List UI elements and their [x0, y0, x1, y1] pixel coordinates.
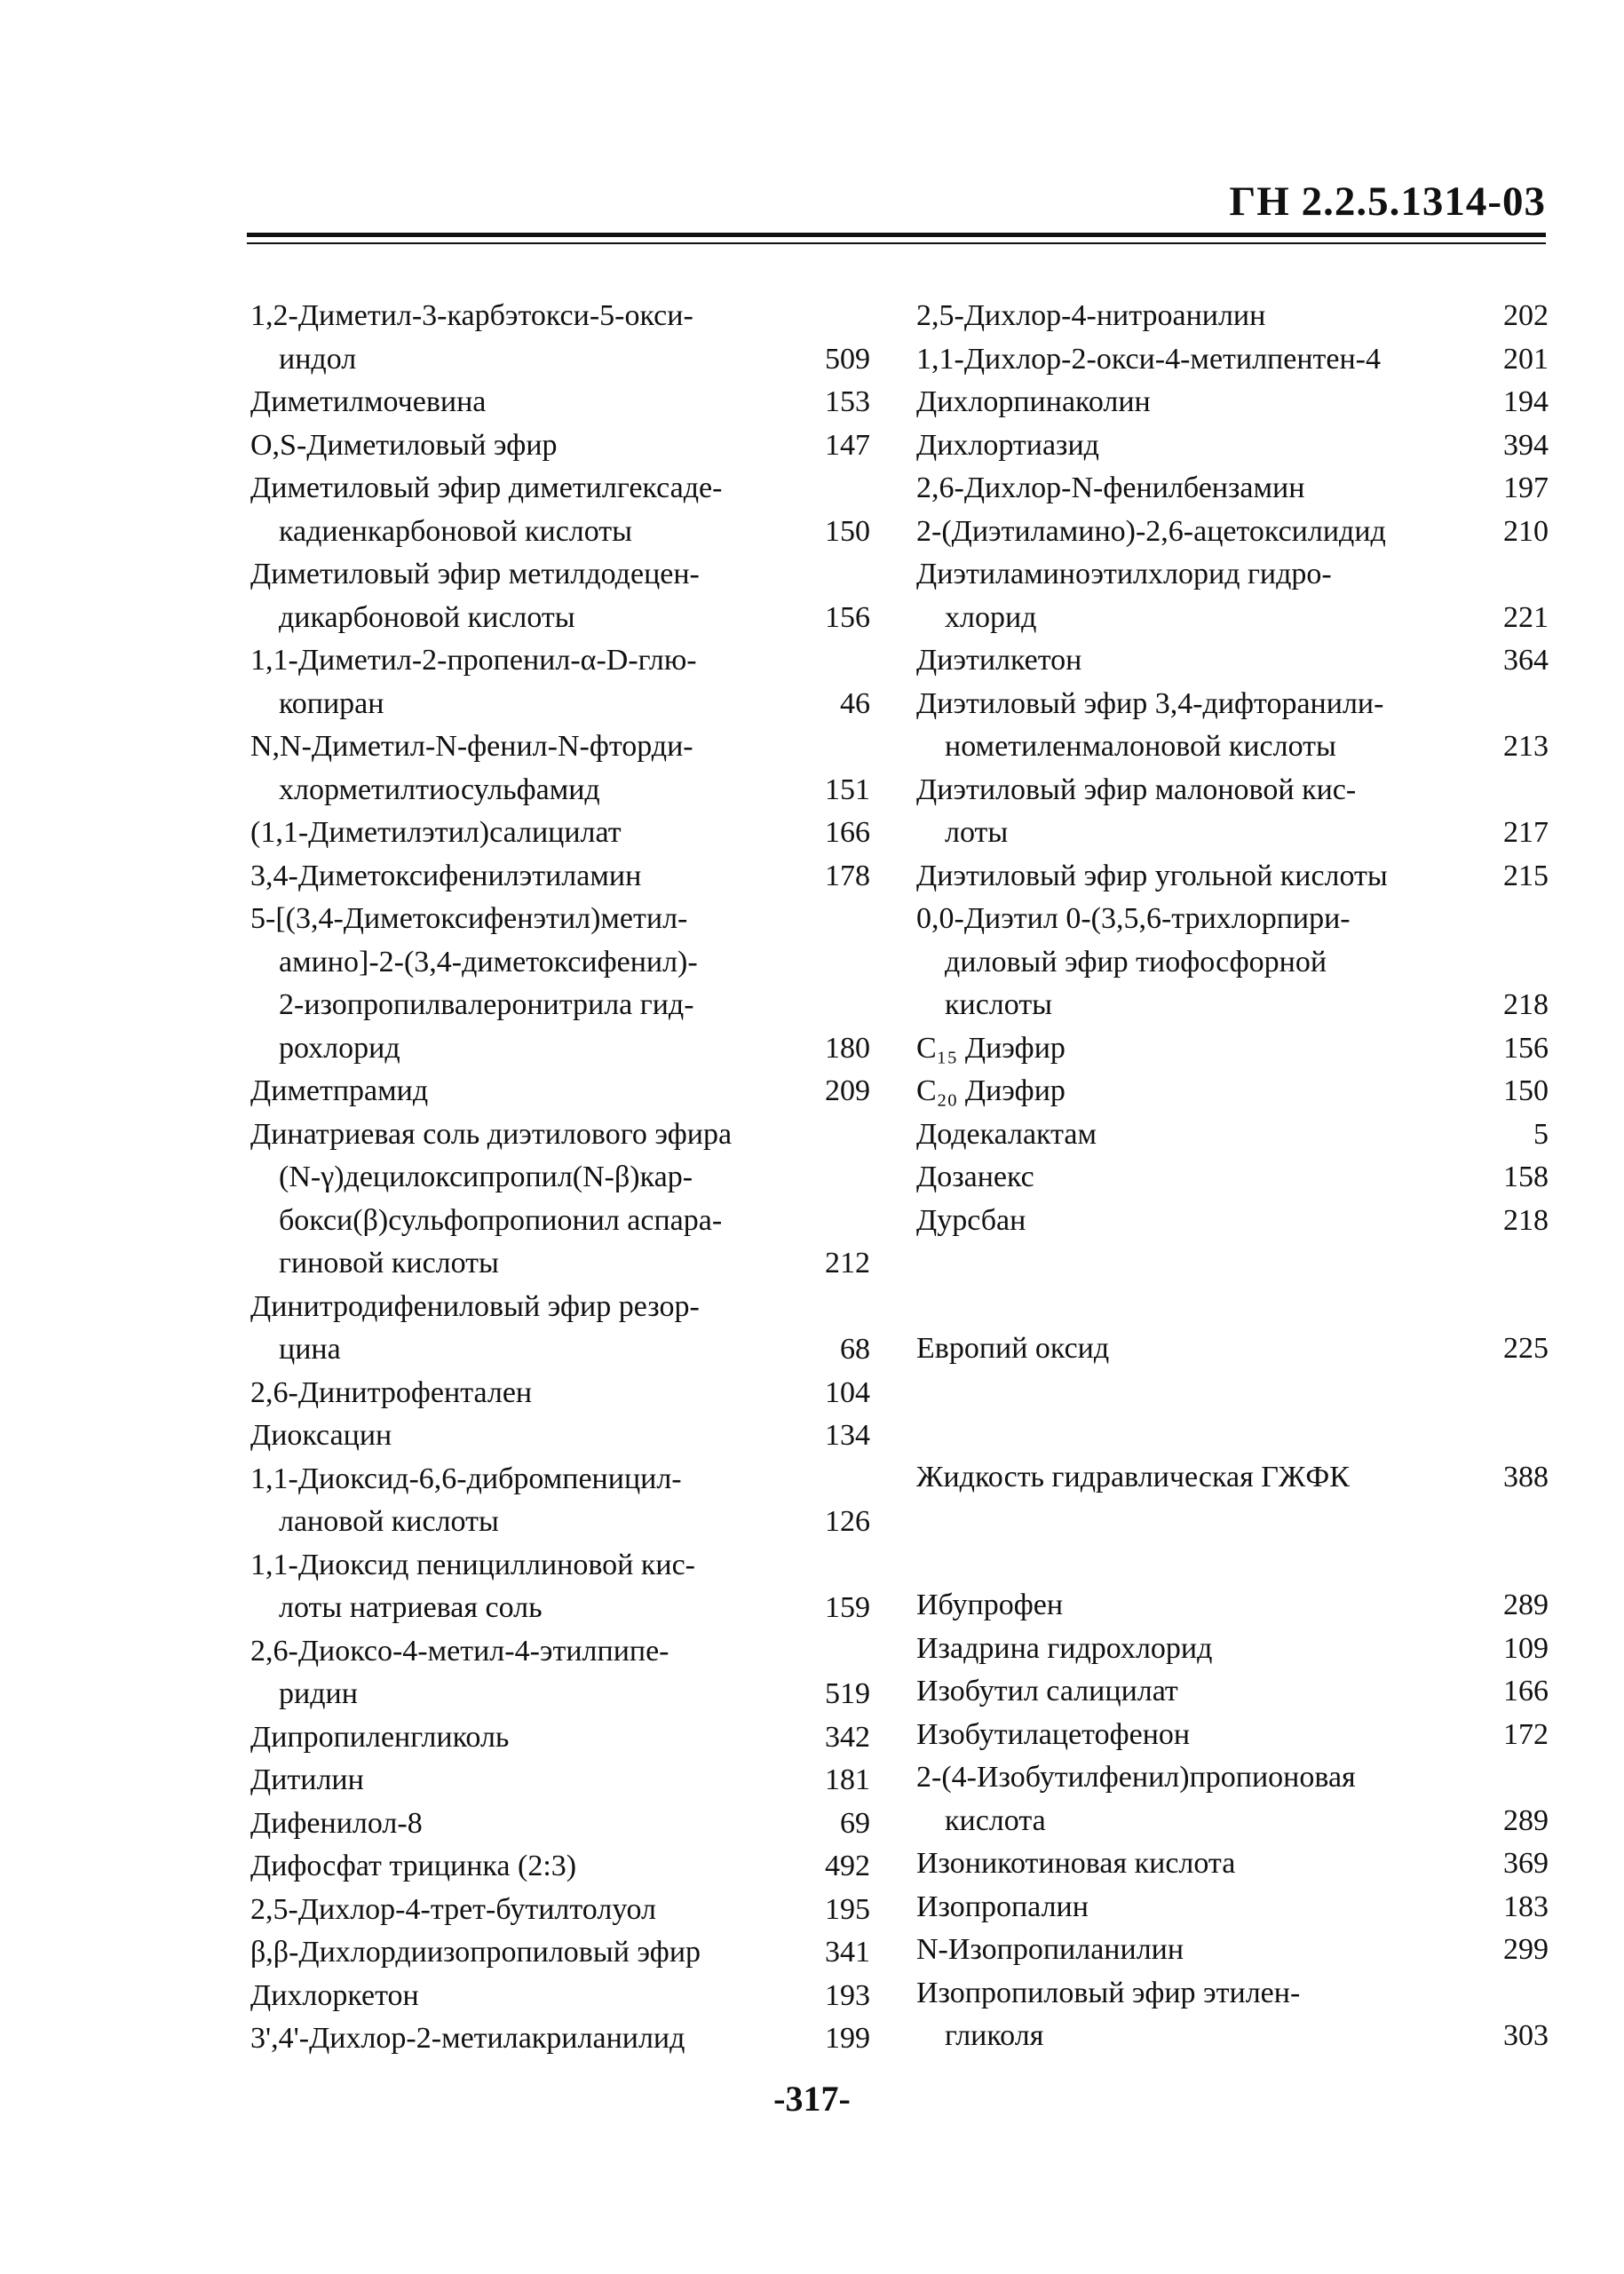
index-entry-name: Дифенилол-8: [250, 1806, 423, 1840]
index-entry-name: Диметиловый эфир диметилгексаде- кадиенкарбоновой кислоты: [250, 471, 723, 548]
index-entry-page: 213: [1503, 730, 1549, 763]
index-entry-name: Диэтилкетон: [916, 644, 1082, 677]
index-entry-page: 217: [1503, 816, 1549, 849]
index-entry-page: 181: [825, 1763, 870, 1796]
index-entry-name: Диэтиловый эфир угольной кислоты: [916, 859, 1388, 892]
index-entry-page: 134: [825, 1419, 870, 1452]
index-entry-page: 150: [825, 514, 870, 548]
index-entry-page: 147: [825, 428, 870, 462]
index-entry-page: 218: [1503, 988, 1549, 1021]
index-entry-page: 342: [825, 1720, 870, 1754]
index-entry-page: 289: [1503, 1589, 1549, 1621]
index-entry-page: 289: [1503, 1803, 1549, 1837]
index-entry: [916, 1756, 1549, 1842]
index-entry: [916, 381, 1549, 424]
index-entry: [250, 1544, 870, 1630]
index-entry-name: 3',4'-Дихлор-2-метилакриланилид: [250, 2022, 685, 2055]
index-entry: [916, 467, 1549, 511]
index-entry: [250, 1845, 870, 1889]
index-entry-name: 1,1-Диоксид пенициллиновой кис- лоты натриевая соль: [250, 1548, 696, 1624]
index-entry: [916, 1628, 1549, 1671]
index-entry-page: 156: [1503, 1031, 1549, 1065]
header-rule-thick: [247, 233, 1546, 237]
index-entry: [916, 683, 1549, 769]
index-entry-page: 509: [825, 342, 870, 376]
index-entry-name: N,N-Диметил-N-фенил-N-фторди- хлорметилтиосульфамид: [250, 730, 693, 806]
index-entry: [250, 1931, 870, 1975]
index-entry-page: 209: [825, 1074, 870, 1107]
index-entry: [916, 1070, 1549, 1113]
index-entry: [250, 898, 870, 1070]
index-entry: [916, 1886, 1549, 1929]
index-entry-name: Изобутилацетофенон: [916, 1717, 1191, 1751]
index-entry-name: Изадрина гидрохлорид: [916, 1631, 1213, 1665]
index-entry-page: 492: [825, 1850, 870, 1882]
index-entry-name: 2,6-Диоксо-4-метил-4-этилпипе- ридин: [250, 1634, 669, 1710]
index-entry-name: Дихлорпинаколин: [916, 385, 1151, 418]
index-entry-name: Изопропиловый эфир этилен- гликоля: [916, 1976, 1301, 2052]
index-entry-name: Диэтиловый эфир малоновой кис- лоты: [916, 773, 1357, 849]
index-entry-name: Жидкость гидравлическая ГЖФК: [916, 1460, 1350, 1494]
page-number: -317-: [773, 2079, 851, 2119]
index-entry: [916, 295, 1549, 338]
index-entry-page: 202: [1503, 299, 1549, 332]
document-code-header: ГН 2.2.5.1314-03: [1229, 178, 1546, 225]
index-entry: [916, 1670, 1549, 1714]
index-entry-page: 166: [1503, 1675, 1549, 1707]
index-entry-name: Диметпрамид: [250, 1074, 429, 1107]
index-entry: [250, 1630, 870, 1716]
index-entry-page: 178: [825, 859, 870, 892]
index-entry: [250, 1458, 870, 1544]
index-entry-name: 1,1-Диметил-2-пропенил-α-D-глю- копиран: [250, 644, 697, 720]
index-entry-page: 221: [1503, 600, 1549, 634]
index-entry: [250, 639, 870, 725]
index-entry-page: 150: [1503, 1074, 1549, 1107]
index-entry-page: 166: [825, 816, 870, 849]
index-entry: [916, 855, 1549, 899]
index-entry: [916, 769, 1549, 855]
index-entry-name: O,S-Диметиловый эфир: [250, 428, 558, 462]
index-entry-page: 46: [840, 686, 870, 720]
index-entry: [916, 639, 1549, 683]
index-entry-name: Диэтиловый эфир 3,4-дифторанили- нометиленмалоновой кислоты: [916, 686, 1384, 763]
index-entry-name: Ибупрофен: [916, 1589, 1064, 1621]
index-entry: [250, 467, 870, 553]
index-entry-name: 3,4-Диметоксифенилэтиламин: [250, 859, 642, 892]
index-entry-name: Изопропалин: [916, 1890, 1089, 1923]
index-entry-page: 104: [825, 1375, 870, 1409]
index-entry: [916, 511, 1549, 554]
index-entry-page: 212: [825, 1247, 870, 1280]
index-entry: [250, 381, 870, 424]
index-entry-name: Дихлортиазид: [916, 428, 1099, 462]
index-entry: [250, 2017, 870, 2061]
index-entry-page: 394: [1503, 428, 1549, 462]
index-entry-page: 172: [1503, 1717, 1549, 1751]
index-entry-page: 299: [1503, 1933, 1549, 1966]
section-gap: [916, 1371, 1549, 1456]
index-entry-page: 303: [1503, 2019, 1549, 2052]
index-entry: [916, 1714, 1549, 1757]
index-entry-page: 519: [825, 1677, 870, 1710]
index-entry-name: N-Изопропиланилин: [916, 1933, 1184, 1966]
index-entry-name: Изоникотиновая кислота: [916, 1847, 1236, 1880]
index-entry: [916, 1456, 1549, 1500]
index-entry: [250, 1975, 870, 2018]
index-entry: [916, 1972, 1549, 2058]
index-entry-page: 364: [1503, 644, 1549, 677]
index-entry-page: 199: [825, 2022, 870, 2055]
index-entry-page: 218: [1503, 1203, 1549, 1237]
index-entry-page: 158: [1503, 1161, 1549, 1193]
index-entry-page: 183: [1503, 1890, 1549, 1923]
index-entry-name: 0,0-Диэтил 0-(3,5,6-трихлорпири- диловый эфир тиофосфорной кислоты: [916, 902, 1351, 1021]
index-entry: [916, 1200, 1549, 1243]
index-entry-page: 195: [825, 1892, 870, 1926]
index-entry-page: 210: [1503, 514, 1549, 548]
index-entry: [250, 1414, 870, 1458]
header-rule-thin: [247, 242, 1546, 244]
index-entry: [250, 1372, 870, 1415]
index-entry-page: 5: [1533, 1117, 1549, 1151]
index-entry: [250, 1889, 870, 1932]
index-entry-page: 68: [840, 1333, 870, 1366]
index-entry-name: Диоксацин: [250, 1419, 392, 1452]
index-entry-name: C₁₅ Диэфир: [916, 1031, 1066, 1065]
index-entry-name: 2-(Диэтиламино)-2,6-ацетоксилидид: [916, 514, 1386, 548]
index-entry-name: Дурсбан: [916, 1203, 1026, 1237]
index-entry-name: (1,1-Диметилэтил)салицилат: [250, 816, 622, 849]
index-entry-name: Динатриевая соль диэтилового эфира (N-γ)децилоксипропил(N-β)кар- бокси(β)сульфопропионил аспара- гиновой кислоты: [250, 1117, 733, 1280]
index-entry-page: 109: [1503, 1631, 1549, 1665]
index-entry: [250, 1759, 870, 1803]
index-entry: [250, 1113, 870, 1286]
index-entry: [250, 812, 870, 855]
index-entry: [250, 1286, 870, 1372]
index-entry: [916, 338, 1549, 382]
index-entry: [916, 1842, 1549, 1886]
index-entry-name: Дифосфат трицинка (2:3): [250, 1850, 577, 1882]
index-entry-name: Динитродифениловый эфир резор- цина: [250, 1289, 700, 1366]
index-entry: [250, 295, 870, 381]
index-entry-page: 194: [1503, 385, 1549, 418]
index-entry: [916, 1584, 1549, 1628]
index-entry-name: Дихлоркетон: [250, 1978, 419, 2012]
index-entry-name: 2,5-Дихлор-4-нитроанилин: [916, 299, 1266, 332]
index-entry-name: Дитилин: [250, 1763, 364, 1796]
index-entry-page: 126: [825, 1505, 870, 1538]
section-gap: [916, 1499, 1549, 1584]
index-entry-page: 388: [1503, 1460, 1549, 1494]
index-entry: [916, 1929, 1549, 1972]
index-entry-name: 5-[(3,4-Диметоксифенэтил)метил- амино]-2-(3,4-диметоксифенил)- 2-изопропилвалеронитрила гид- рохлорид: [250, 902, 698, 1065]
index-entry: [250, 424, 870, 468]
index-entry-page: 201: [1503, 342, 1549, 376]
index-entry: [250, 725, 870, 812]
index-entry: [250, 855, 870, 899]
index-entry: [250, 1716, 870, 1760]
index-entry: [916, 1156, 1549, 1200]
index-entry-page: 156: [825, 600, 870, 634]
index-entry-page: 193: [825, 1978, 870, 2012]
index-entry-page: 215: [1503, 859, 1549, 892]
index-entry-name: C₂₀ Диэфир: [916, 1074, 1066, 1107]
index-entry-page: 225: [1503, 1332, 1549, 1365]
index-column-right: [916, 295, 1549, 2058]
index-entry-name: Диэтиламиноэтилхлорид гидро- хлорид: [916, 558, 1332, 634]
index-entry-name: Дозанекс: [916, 1161, 1034, 1193]
index-entry-name: 2,6-Динитрофенталeн: [250, 1375, 533, 1409]
index-entry: [250, 1803, 870, 1846]
index-entry-name: Диметиловый эфир метилдодецен- дикарбоновой кислоты: [250, 558, 700, 634]
index-entry-page: 369: [1503, 1847, 1549, 1880]
index-entry: [250, 1070, 870, 1113]
index-entry-page: 153: [825, 385, 870, 418]
index-column-left: [250, 295, 870, 2061]
index-entry-page: 341: [825, 1936, 870, 1969]
index-entry-name: Диметилмочевина: [250, 385, 487, 418]
index-entry-name: 1,1-Диоксид-6,6-дибромпеницил- лановой кислоты: [250, 1462, 682, 1538]
index-entry-name: 2-(4-Изобутилфенил)пропионовая кислота: [916, 1761, 1356, 1837]
index-entry-name: Европий оксид: [916, 1332, 1110, 1365]
index-entry-page: 159: [825, 1591, 870, 1624]
index-entry-name: Дипропиленгликоль: [250, 1720, 510, 1754]
index-entry: [250, 553, 870, 639]
index-entry: [916, 553, 1549, 639]
index-entry: [916, 1327, 1549, 1371]
index-entry: [916, 898, 1549, 1027]
index-entry-page: 180: [825, 1031, 870, 1065]
index-entry-page: 151: [825, 773, 870, 806]
index-entry-name: Додекалактам: [916, 1117, 1097, 1151]
index-entry-name: 2,6-Дихлор-N-фенилбензамин: [916, 471, 1305, 504]
index-entry-name: 2,5-Дихлор-4-трет-бутилтолуол: [250, 1892, 656, 1926]
index-entry: [916, 424, 1549, 468]
index-entry-name: 1,2-Диметил-3-карбэтокси-5-окси- индол: [250, 299, 693, 376]
index-entry: [916, 1027, 1549, 1071]
index-entry-name: Изобутил салицилат: [916, 1675, 1178, 1707]
section-gap: [916, 1242, 1549, 1327]
index-entry-page: 69: [840, 1806, 870, 1840]
index-entry-name: β,β-Дихлордиизопропиловый эфир: [250, 1936, 701, 1969]
index-entry-page: 197: [1503, 471, 1549, 504]
index-entry: [916, 1113, 1549, 1157]
index-entry-name: 1,1-Дихлор-2-окси-4-метилпентен-4: [916, 342, 1381, 376]
